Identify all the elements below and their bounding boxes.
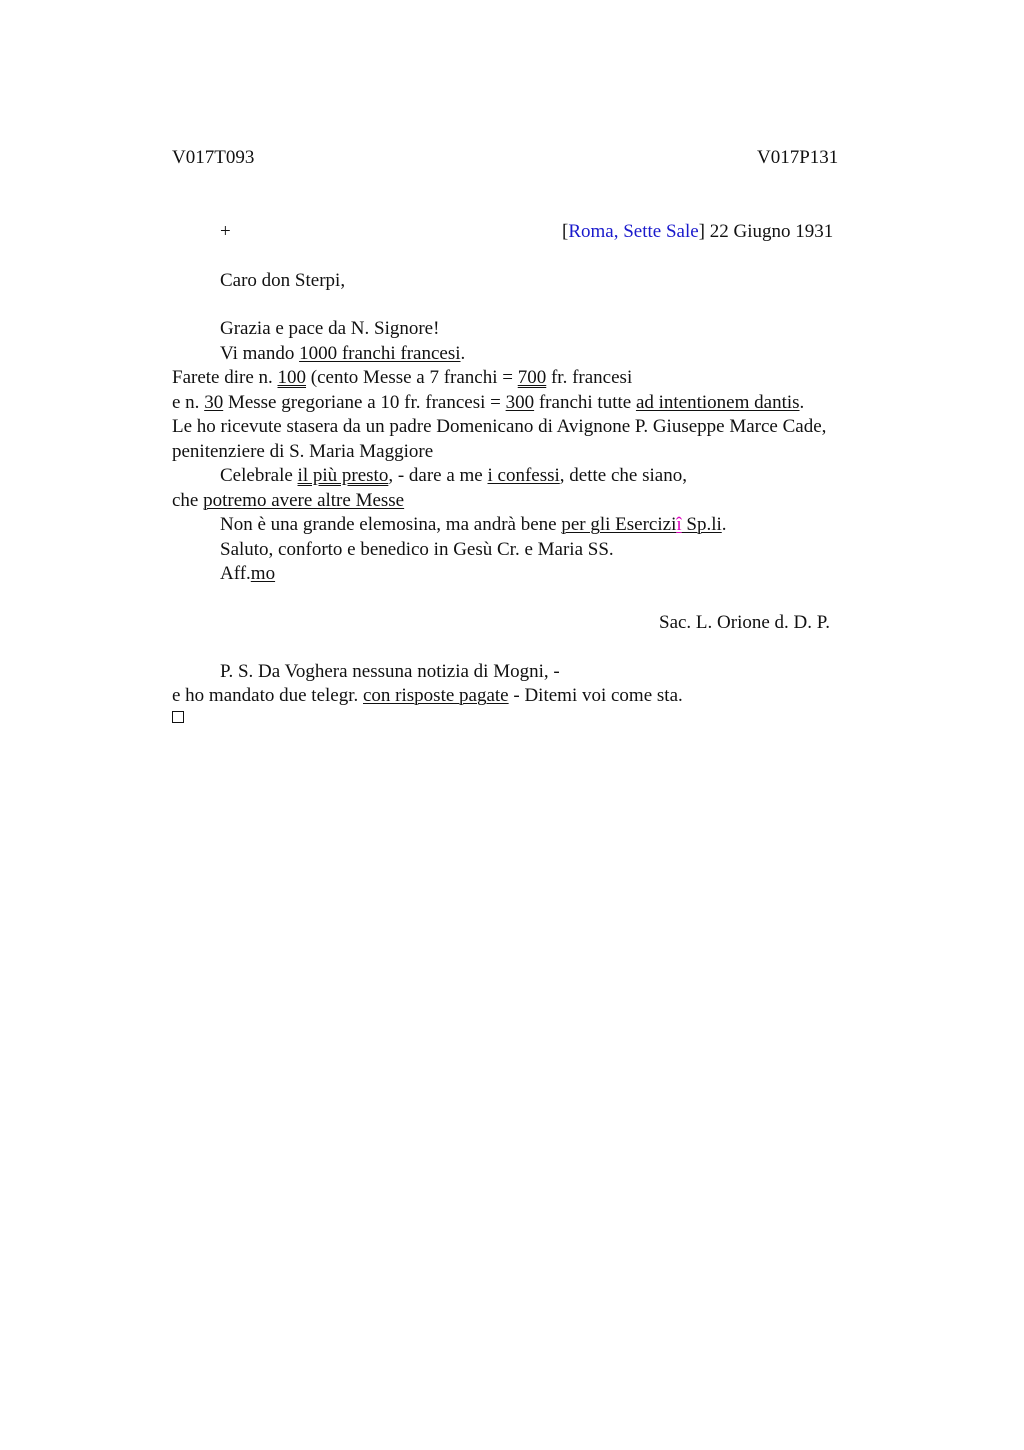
postscript-line-1: P. S. Da Voghera nessuna notizia di Mogni, - bbox=[220, 661, 560, 682]
salutation: Caro don Sterpi, bbox=[220, 270, 346, 291]
place-name: Roma, Sette Sale bbox=[568, 221, 699, 242]
place-date-line bbox=[562, 220, 833, 244]
text-segment: (cento Messe a 7 franchi = bbox=[306, 367, 518, 388]
document-code-left: V017T093 bbox=[172, 147, 255, 168]
bracket-open: [ bbox=[562, 221, 569, 242]
text-segment: Celebrale bbox=[220, 465, 298, 486]
body-line-6 bbox=[220, 464, 687, 488]
double-underlined-segment: il più presto bbox=[297, 465, 389, 486]
bracket-close: ] bbox=[698, 221, 705, 242]
underlined-segment: con risposte pagate bbox=[363, 685, 509, 706]
text-segment: e n. bbox=[172, 392, 205, 413]
correction-mark: î bbox=[676, 514, 682, 535]
text-segment: Farete dire n. bbox=[172, 367, 278, 388]
underlined-segment: 300 bbox=[505, 392, 535, 413]
signature: Sac. L. Orione d. D. P. bbox=[659, 612, 830, 633]
text-segment: , dette che siano, bbox=[559, 465, 687, 486]
body-line-3 bbox=[172, 391, 804, 415]
underlined-segment: ad intentionem dantis bbox=[635, 392, 800, 413]
underlined-segment: Sp.li bbox=[681, 514, 722, 535]
body-line-2 bbox=[172, 366, 632, 390]
underlined-segment: 1000 franchi francesi bbox=[299, 343, 461, 364]
text-segment: , - dare a me bbox=[388, 465, 488, 486]
text-segment: Aff. bbox=[220, 563, 251, 584]
cross-symbol: + bbox=[220, 221, 231, 242]
body-line-8 bbox=[220, 513, 727, 537]
text-segment: . bbox=[721, 514, 727, 535]
underlined-segment: per gli Esercizi bbox=[561, 514, 677, 535]
underlined-segment: potremo avere altre Messe bbox=[203, 490, 405, 511]
double-underlined-segment: 700 bbox=[517, 367, 547, 388]
closing-line bbox=[220, 562, 275, 586]
greeting-line: Grazia e pace da N. Signore! bbox=[220, 318, 440, 339]
text-segment: e ho mandato due telegr. bbox=[172, 685, 363, 706]
double-underlined-segment: 100 bbox=[277, 367, 307, 388]
text-segment: - Ditemi voi come sta. bbox=[508, 685, 683, 706]
text-segment: fr. francesi bbox=[546, 367, 633, 388]
body-line-7 bbox=[172, 489, 404, 513]
underlined-segment: i confessi bbox=[487, 465, 560, 486]
underlined-segment: mo bbox=[250, 563, 276, 584]
underlined-segment: 30 bbox=[204, 392, 224, 413]
body-line-4: Le ho ricevute stasera da un padre Domenicano di Avignone P. Giuseppe Marce Cade, bbox=[172, 416, 827, 437]
text-segment: . bbox=[799, 392, 805, 413]
text-segment: Non è una grande elemosina, ma andrà bene bbox=[220, 514, 562, 535]
body-line-9: Saluto, conforto e benedico in Gesù Cr. e Maria SS. bbox=[220, 539, 614, 560]
text-segment: franchi tutte bbox=[534, 392, 636, 413]
body-line-5: penitenziere di S. Maria Maggiore bbox=[172, 441, 434, 462]
text-segment: che bbox=[172, 490, 204, 511]
text-segment: . bbox=[460, 343, 466, 364]
text-segment: Messe gregoriane a 10 fr. francesi = bbox=[223, 392, 506, 413]
document-code-right: V017P131 bbox=[757, 147, 839, 168]
letter-date: 22 Giugno 1931 bbox=[705, 221, 834, 242]
end-marker-box-icon bbox=[172, 711, 184, 723]
text-segment: Vi mando bbox=[220, 343, 300, 364]
postscript-line-2 bbox=[172, 684, 683, 708]
body-line-1 bbox=[220, 342, 465, 366]
